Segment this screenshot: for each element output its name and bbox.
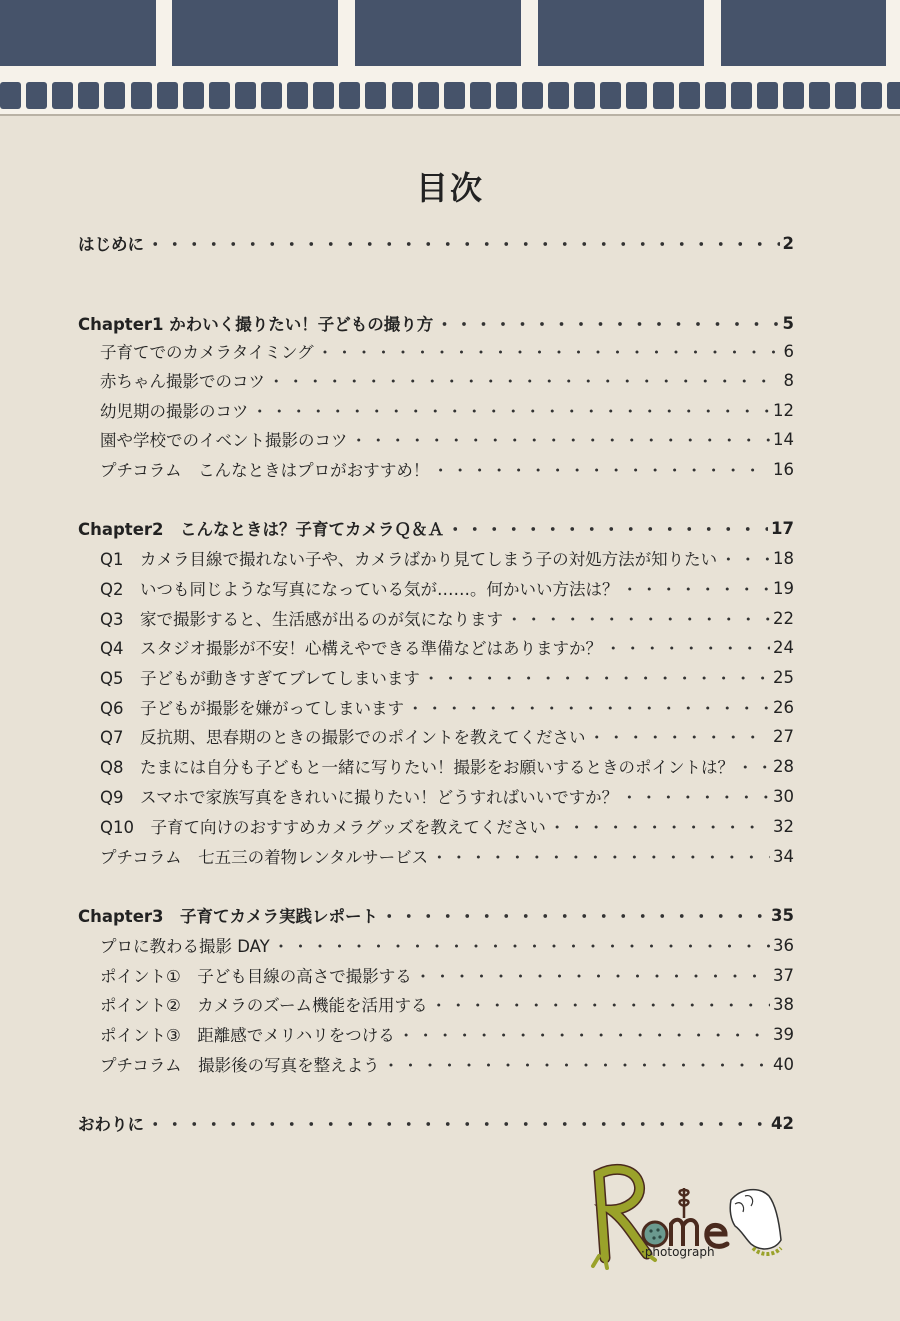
toc-entry-title: Chapter1 かわいく撮りたい！子どもの撮り方: [78, 315, 434, 334]
toc-leader-dots: [506, 606, 770, 630]
toc-section-entry[interactable]: [78, 842, 794, 870]
toc-section-entry[interactable]: [78, 752, 794, 780]
toc-section-entry[interactable]: [78, 396, 794, 424]
toc-page-number: 14: [773, 429, 794, 449]
toc-page-number: 24: [773, 637, 794, 657]
toc-page-number: 16: [773, 459, 794, 479]
toc-page-number: 28: [773, 756, 794, 776]
toc-chapter-entry[interactable]: [78, 901, 794, 929]
toc-section-entry[interactable]: [78, 574, 794, 602]
toc-entry-title: プチコラム 撮影後の写真を整えよう: [100, 1056, 380, 1075]
toc-entry-title: Q3 家で撮影すると、生活感が出るのが気になります: [100, 610, 503, 629]
toc-leader-dots: [432, 457, 770, 481]
logo-letter-o: [643, 1222, 667, 1246]
film-sprocket-hole: [783, 82, 804, 109]
toc-page-number: 40: [773, 1054, 794, 1074]
toc-section-entry[interactable]: [78, 990, 794, 1018]
toc-page-number: 37: [773, 965, 794, 985]
toc-entry-title: Q7 反抗期、思春期のときの撮影でのポイントを教えてください: [100, 728, 586, 747]
film-sprocket-hole: [496, 82, 517, 109]
toc-page-number: 30: [773, 786, 794, 806]
toc-leader-dots: [381, 903, 768, 927]
toc-page-number: 39: [773, 1024, 794, 1044]
film-sprocket-hole: [287, 82, 308, 109]
toc-page-number: 22: [773, 608, 794, 628]
film-sprocket-hole: [131, 82, 152, 109]
toc-chapter-entry[interactable]: [78, 514, 794, 542]
toc-leader-dots: [549, 814, 770, 838]
toc-page-number: 34: [773, 846, 794, 866]
film-frame: [538, 0, 704, 66]
toc-entry-title: 子育てでのカメラタイミング: [100, 343, 314, 362]
toc-entry-title: Q2 いつも同じような写真になっている気が……。何かいい方法は？: [100, 580, 619, 599]
film-strip-header: [0, 0, 900, 116]
film-edge: [0, 114, 900, 116]
toc-page-number: 27: [773, 726, 794, 746]
toc-entry-title: Q8 たまには自分も子どもと一緒に写りたい！撮影をお願いするときのポイントは？: [100, 758, 734, 777]
film-sprocket-hole: [157, 82, 178, 109]
toc-leader-dots: [605, 635, 770, 659]
toc-leader-dots: [622, 576, 771, 600]
logo-tagline: ·photograph: [641, 1245, 715, 1259]
toc-section-entry[interactable]: [78, 722, 794, 750]
toc-leader-dots: [351, 427, 771, 451]
toc-leader-dots: [447, 516, 768, 540]
toc-entry-title: 赤ちゃん撮影でのコツ: [100, 372, 265, 391]
toc-page-number: 35: [771, 905, 794, 925]
toc-page-number: 2: [782, 233, 794, 253]
toc-leader-dots: [423, 665, 770, 689]
logo-plant: [680, 1188, 689, 1218]
toc-leader-dots: [252, 398, 771, 422]
toc-section-entry[interactable]: [78, 931, 794, 959]
toc-entry-title: Q5 子どもが動きすぎてブレてしまいます: [100, 669, 420, 688]
film-sprocket-hole: [887, 82, 900, 109]
toc-leader-dots: [383, 1052, 770, 1076]
toc-page-number: 42: [771, 1113, 794, 1133]
toc-entry-title: ポイント① 子ども目線の高さで撮影する: [100, 967, 412, 986]
toc-page-number: 26: [773, 697, 794, 717]
film-sprocket-hole: [313, 82, 334, 109]
toc-chapter-entry[interactable]: [78, 309, 794, 337]
toc-entry-title: はじめに: [78, 235, 144, 254]
toc-page-number: 36: [773, 935, 794, 955]
toc-leader-dots: [430, 992, 770, 1016]
toc-entry-title: Q10 子育て向けのおすすめカメラグッズを教えてください: [100, 818, 546, 837]
toc-entry-title: 園や学校でのイベント撮影のコツ: [100, 431, 348, 450]
toc-leader-dots: [407, 695, 770, 719]
toc-page-number: 17: [771, 518, 794, 538]
film-sprocket-hole: [339, 82, 360, 109]
film-sprocket-hole: [235, 82, 256, 109]
film-frame: [172, 0, 338, 66]
film-sprocket-hole: [626, 82, 647, 109]
rome-photograph-logo: [585, 1160, 790, 1270]
toc-entry-title: 幼児期の撮影のコツ: [100, 402, 249, 421]
film-sprocket-hole: [209, 82, 230, 109]
toc-section-entry[interactable]: [78, 366, 794, 394]
toc-section-entry[interactable]: [78, 961, 794, 989]
logo-name: Rome: [585, 1160, 588, 1161]
film-sprocket-hole: [52, 82, 73, 109]
toc-entry-title: Q6 子どもが撮影を嫌がってしまいます: [100, 699, 404, 718]
toc-page-number: 19: [773, 578, 794, 598]
toc-leader-dots: [431, 844, 770, 868]
film-sprocket-hole: [418, 82, 439, 109]
film-sprocket-hole: [731, 82, 752, 109]
film-sprocket-hole: [0, 82, 21, 109]
toc-page-number: 5: [782, 313, 794, 333]
toc-leader-dots: [273, 933, 770, 957]
toc-section-entry[interactable]: [78, 633, 794, 661]
film-frame: [355, 0, 521, 66]
toc-leader-dots: [436, 311, 779, 335]
toc-entry-title: Q1 カメラ目線で撮れない子や、カメラばかり見てしまう子の対処方法が知りたい: [100, 550, 718, 569]
film-sprocket-hole: [861, 82, 882, 109]
toc-entry-title: Q4 スタジオ撮影が不安！心構えやできる準備などはありますか？: [100, 639, 602, 658]
film-sprocket-hole: [600, 82, 621, 109]
toc-section-entry[interactable]: [78, 425, 794, 453]
film-sprocket-hole: [104, 82, 125, 109]
toc-page-number: 25: [773, 667, 794, 687]
toc-section-entry[interactable]: [78, 337, 794, 365]
toc-leader-dots: [720, 546, 770, 570]
toc-section-entry[interactable]: [78, 455, 794, 483]
toc-page-number: 8: [783, 370, 794, 390]
toc-entry-title: Q9 スマホで家族写真をきれいに撮りたい！どうすればいいですか？: [100, 788, 619, 807]
toc-chapter-entry[interactable]: [78, 1109, 794, 1137]
toc-entry-title: Chapter3 子育てカメラ実践レポート: [78, 907, 378, 926]
toc-leader-dots: [147, 1111, 768, 1135]
toc-leader-dots: [621, 784, 770, 808]
toc-chapter-entry[interactable]: [78, 229, 794, 257]
logo-letter-m: [671, 1220, 697, 1246]
film-sprocket-hole: [522, 82, 543, 109]
toc-section-entry[interactable]: [78, 782, 794, 810]
toc-entry-title: プロに教わる撮影 DAY: [100, 937, 270, 956]
film-sprocket-hole: [392, 82, 413, 109]
toc-leader-dots: [415, 963, 770, 987]
film-sprocket-hole: [548, 82, 569, 109]
film-sprocket-hole: [653, 82, 674, 109]
toc-section-entry[interactable]: [78, 693, 794, 721]
film-sprocket-hole: [574, 82, 595, 109]
toc-page-number: 18: [773, 548, 794, 568]
toc-entry-title: プチコラム こんなときはプロがおすすめ！: [100, 461, 430, 480]
toc-leader-dots: [737, 754, 770, 778]
film-sprocket-hole: [757, 82, 778, 109]
logo-letter-e: [707, 1225, 727, 1246]
film-sprocket-hole: [809, 82, 830, 109]
film-sprocket-hole: [679, 82, 700, 109]
toc-section-entry[interactable]: [78, 1020, 794, 1048]
toc-page-number: 12: [773, 400, 794, 420]
toc-leader-dots: [317, 339, 781, 363]
toc-entry-title: プチコラム 七五三の着物レンタルサービス: [100, 848, 429, 867]
toc-section-entry[interactable]: [78, 544, 794, 572]
film-frame: [721, 0, 886, 66]
logo-hand-icon: [730, 1190, 781, 1249]
toc-section-entry[interactable]: [78, 812, 794, 840]
film-sprocket-hole: [835, 82, 856, 109]
film-sprocket-hole: [26, 82, 47, 109]
toc-page-number: 6: [783, 341, 794, 361]
toc-leader-dots: [589, 724, 771, 748]
toc-entry-title: Chapter2 こんなときは？子育てカメラＱ＆Ａ: [78, 520, 444, 539]
film-sprocket-hole: [470, 82, 491, 109]
toc-entry-title: おわりに: [78, 1115, 144, 1134]
toc-leader-dots: [398, 1022, 770, 1046]
toc-page-number: 38: [773, 994, 794, 1014]
toc-section-entry[interactable]: [78, 663, 794, 691]
page-title: 目次: [415, 169, 484, 207]
toc-entry-title: ポイント② カメラのズーム機能を活用する: [100, 996, 428, 1015]
toc-leader-dots: [268, 368, 781, 392]
film-frame: [0, 0, 156, 66]
film-sprocket-hole: [444, 82, 465, 109]
toc-section-entry[interactable]: [78, 604, 794, 632]
toc-page-number: 32: [773, 816, 794, 836]
film-sprocket-hole: [78, 82, 99, 109]
toc-entry-title: ポイント③ 距離感でメリハリをつける: [100, 1026, 395, 1045]
film-sprocket-hole: [365, 82, 386, 109]
film-sprocket-hole: [261, 82, 282, 109]
toc-section-entry[interactable]: [78, 1050, 794, 1078]
film-sprocket-hole: [705, 82, 726, 109]
toc-leader-dots: [147, 231, 780, 255]
film-sprocket-hole: [183, 82, 204, 109]
